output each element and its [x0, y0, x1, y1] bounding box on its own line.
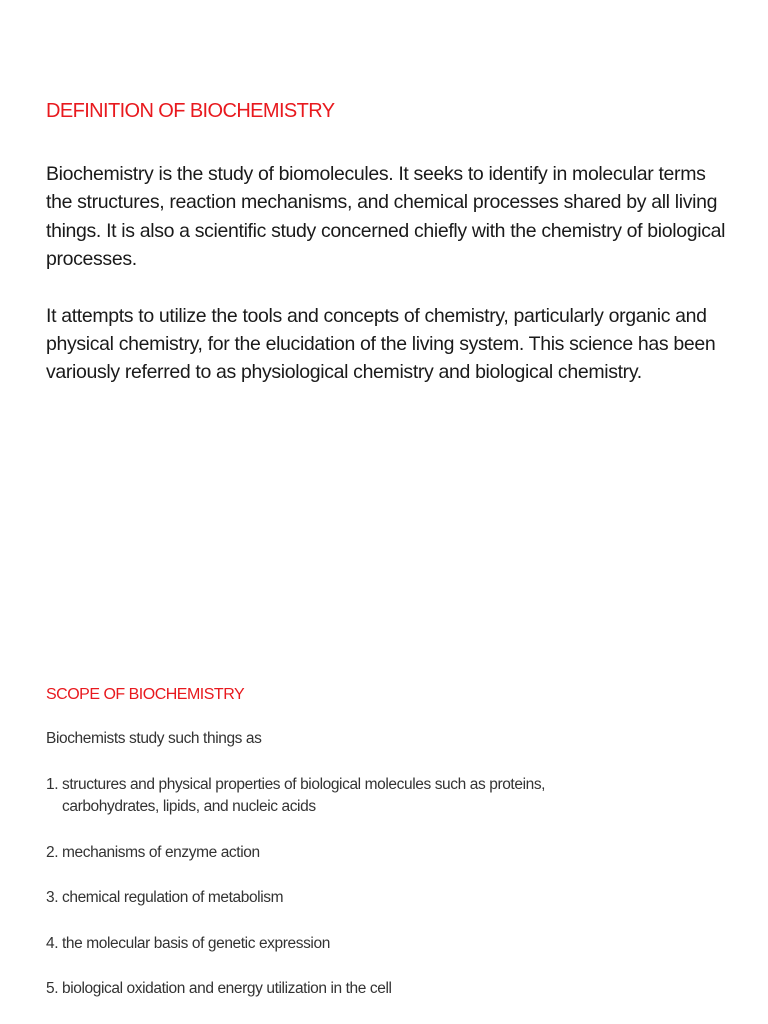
- definition-paragraph-2: It attempts to utilize the tools and concepts of chemistry, particularly organic and physical chemistry, for the elucidation of the living system. This science has been variously referred to as physiological chemistry and biological chemistry.: [46, 304, 716, 384]
- list-item-number: 4.: [46, 934, 59, 952]
- scope-section: [46, 684, 736, 1024]
- definition-section: [46, 98, 736, 415]
- list-item: [46, 774, 736, 818]
- list-item-text: mechanisms of enzyme action: [62, 843, 260, 861]
- scope-list: [46, 774, 736, 1000]
- scope-heading: SCOPE OF BIOCHEMISTRY: [46, 686, 245, 703]
- list-item: [46, 978, 736, 1000]
- list-item-number: 3.: [46, 889, 59, 906]
- list-item: [46, 933, 736, 955]
- list-item-text: structures and physical properties of biological molecules such as proteins, carbohydrates, lipids, and nucleic acids: [62, 776, 546, 815]
- list-item: [46, 887, 736, 909]
- list-item-text: chemical regulation of metabolism: [62, 889, 284, 906]
- list-item-text: biological oxidation and energy utilization in the cell: [62, 980, 392, 997]
- list-item-number: 5.: [46, 980, 59, 997]
- definition-heading: DEFINITION OF BIOCHEMISTRY: [46, 100, 335, 122]
- list-item: [46, 842, 736, 864]
- list-item-number: 1.: [46, 776, 59, 793]
- definition-paragraph-1: Biochemistry is the study of biomolecules. It seeks to identify in molecular terms the structures, reaction mechanisms, and chemical processes shared by all living things. It is also a scientific study concerned chiefly with the chemistry of biological processes.: [46, 163, 726, 271]
- list-item-number: 2.: [46, 843, 59, 861]
- list-item-text: the molecular basis of genetic expression: [62, 934, 330, 952]
- scope-intro: Biochemists study such things as: [46, 730, 262, 747]
